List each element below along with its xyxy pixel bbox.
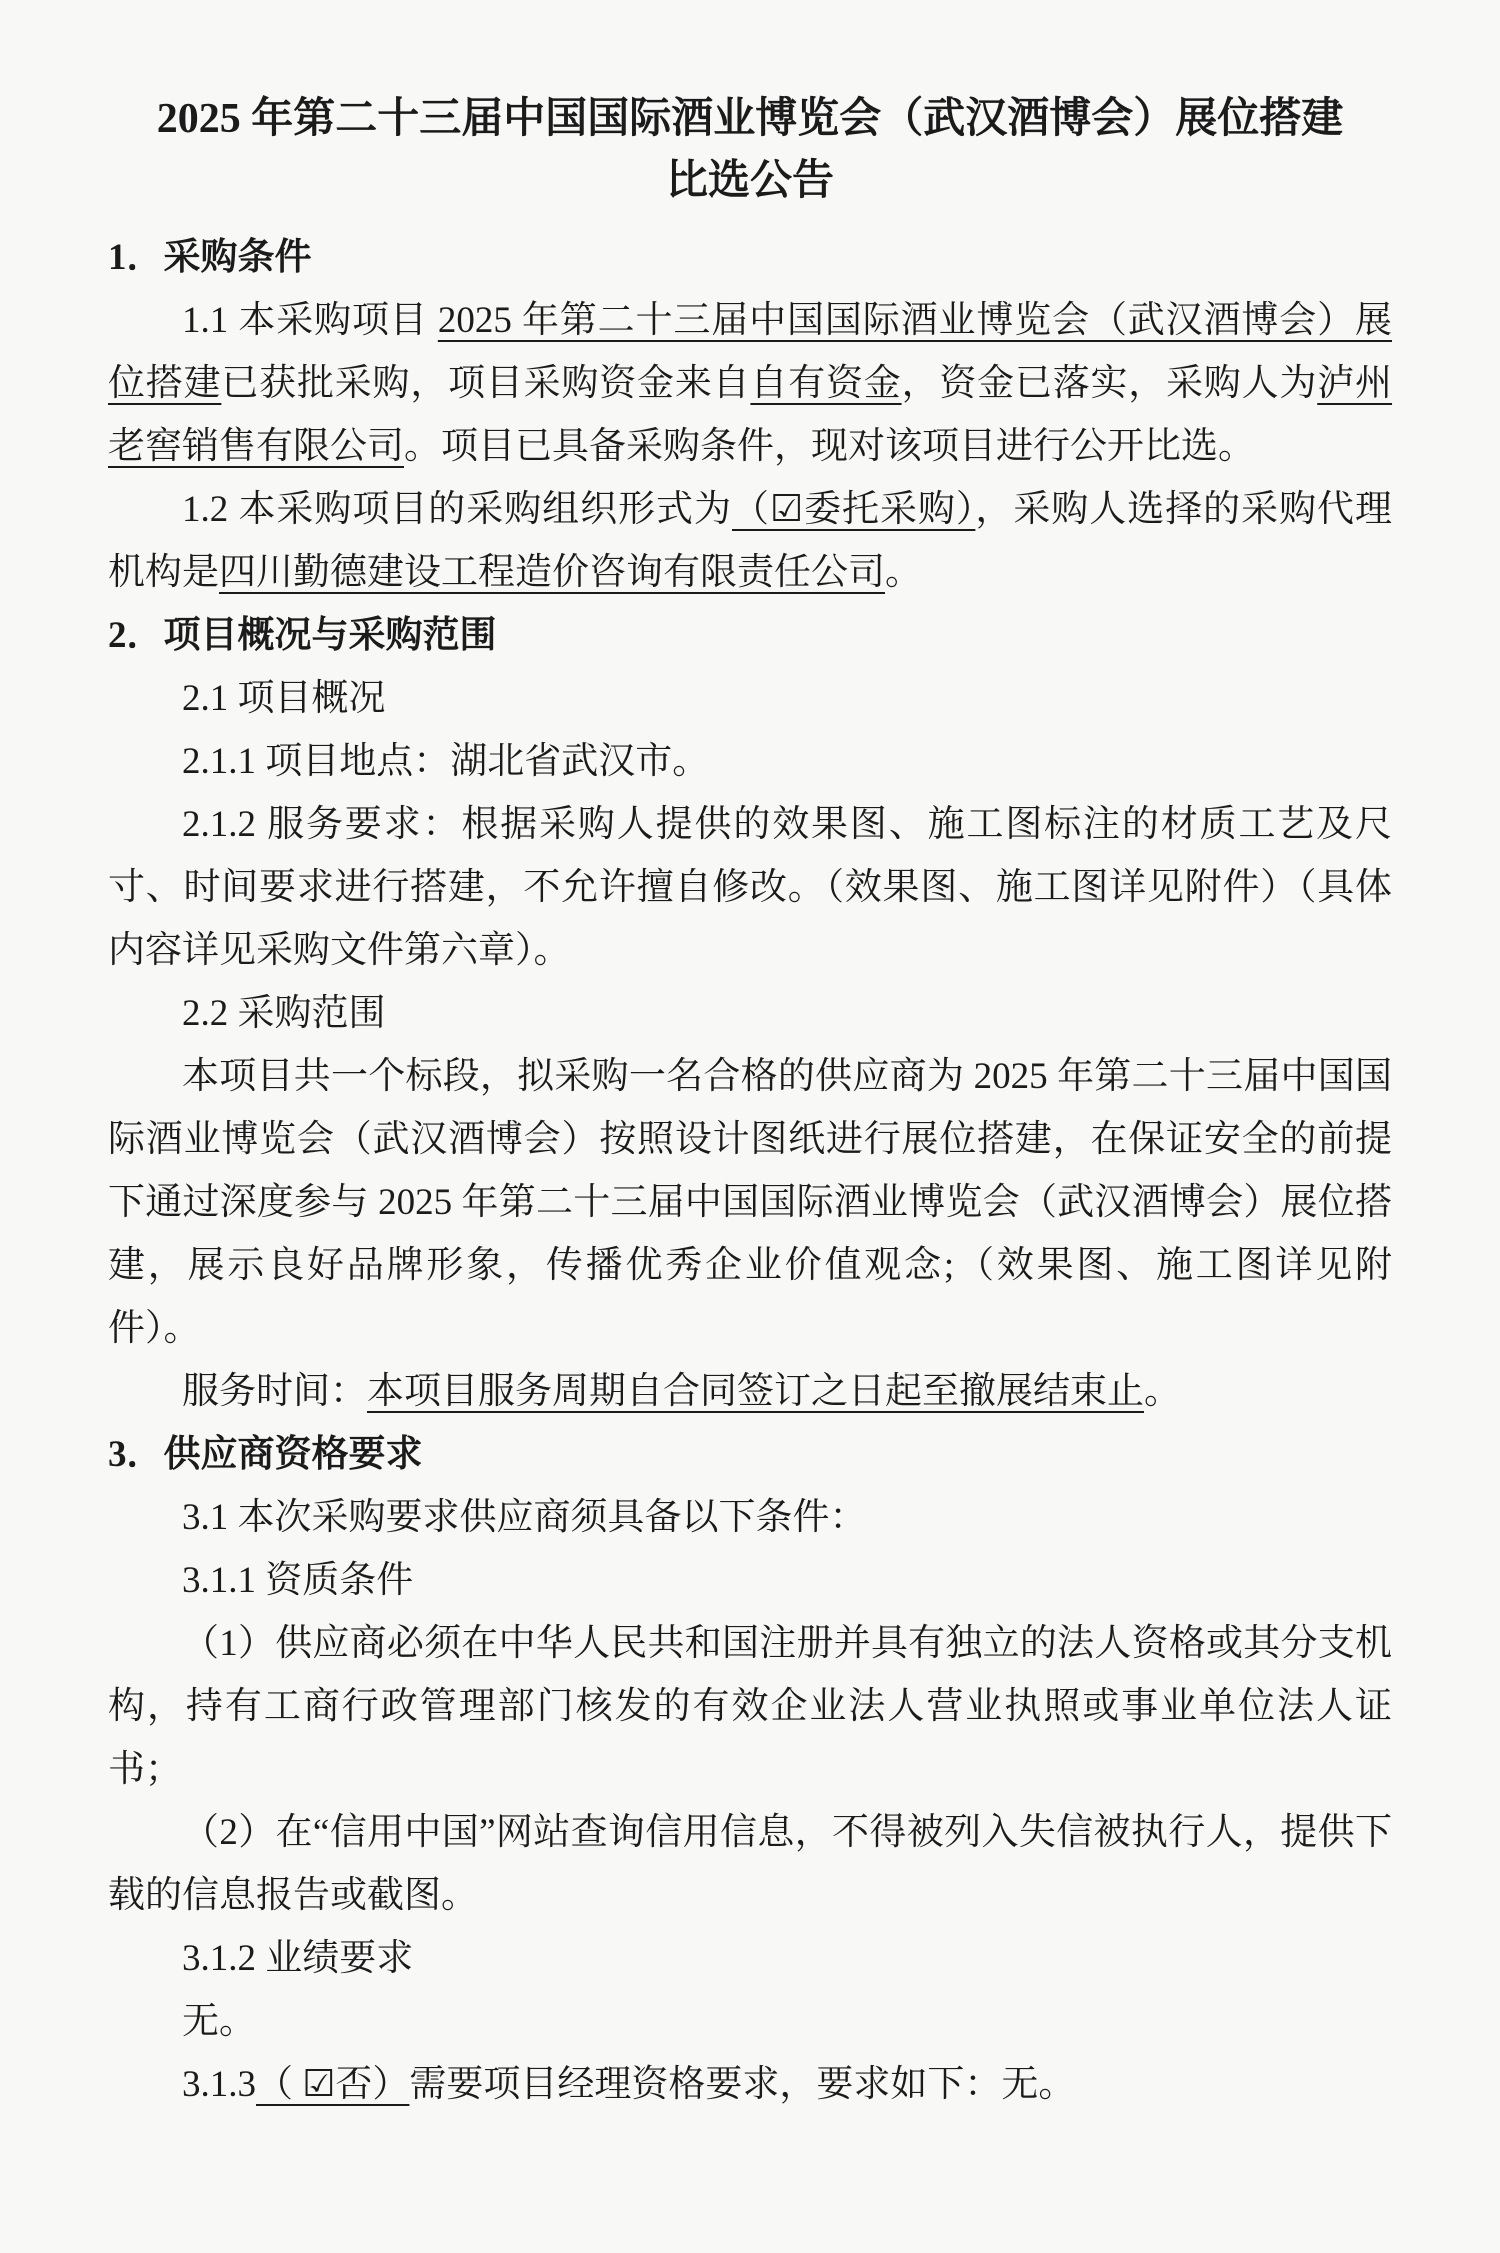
paragraph (108, 1612, 1392, 1801)
paragraph (108, 1045, 1392, 1360)
paragraph (108, 1549, 1392, 1612)
section-heading (108, 226, 1392, 289)
text-run: 服务时间： (182, 1371, 367, 1412)
paragraph (108, 2053, 1392, 2116)
text-run: 1.2 本采购项目的采购组织形式为 (182, 489, 732, 530)
text-run: 3.1.2 业绩要求 (182, 1938, 414, 1979)
text-run: 2.1.2 服务要求：根据采购人提供的效果图、施工图标注的材质工艺及尺寸、时间要求进行搭建，不允许擅自修改。（效果图、施工图详见附件）（具体内容详见采购文件第六章）。 (108, 804, 1392, 971)
text-run: 需要项目经理资格要求，要求如下：无。 (409, 2064, 1076, 2105)
checkbox-checked-run: （☑委托采购） (731, 489, 976, 530)
text-run: ，采购人选择的采购代理机构是 (108, 489, 1393, 593)
checkbox-checked-run: （ ☑否） (256, 2064, 410, 2105)
paragraph (108, 667, 1392, 730)
title-line-2: 比选公告 (665, 158, 834, 204)
text-run: 。 (1144, 1371, 1181, 1412)
text-run: 2．项目概况与采购范围 (108, 615, 497, 656)
text-run: 1.1 本采购项目 (182, 300, 438, 341)
paragraph (108, 1990, 1392, 2053)
title-line-1: 2025 年第二十三届中国国际酒业博览会（武汉酒博会）展位搭建 (156, 96, 1344, 142)
text-run: （2）在“信用中国”网站查询信用信息，不得被列入失信被执行人，提供下载的信息报告或截图。 (108, 1812, 1392, 1916)
text-run: 2.1 项目概况 (182, 678, 386, 719)
text-run: 3.1.3 (182, 2064, 256, 2105)
text-run: 3.1.1 资质条件 (182, 1560, 414, 1601)
text-run: 本项目共一个标段，拟采购一名合格的供应商为 2025 年第二十三届中国国际酒业博览会（武汉酒博会）按照设计图纸进行展位搭建，在保证安全的前提下通过深度参与 2025 年第二十三届中国国际酒业博览会（武汉酒博会）展位搭建，展示良好品牌形象，传播优秀企业价值观念;（效果图、施工图详见附件）。 (108, 1056, 1392, 1349)
text-run: 2.2 采购范围 (182, 993, 386, 1034)
underlined-text-run: 四川勤德建设工程造价咨询有限责任公司 (219, 552, 885, 593)
underlined-text-run: 自有资金 (750, 363, 902, 404)
text-run: 。项目已具备采购条件，现对该项目进行公开比选。 (404, 426, 1255, 467)
document-body (108, 226, 1392, 2116)
paragraph (108, 1927, 1392, 1990)
underlined-text-run: 泸州老窖销售有限公司 (108, 363, 1393, 467)
paragraph (108, 1360, 1392, 1423)
text-run: 1．采购条件 (108, 237, 312, 278)
paragraph (108, 1486, 1392, 1549)
paragraph (108, 730, 1392, 793)
text-run: ，资金已落实，采购人为 (901, 363, 1318, 404)
text-run: 2.1.1 项目地点：湖北省武汉市。 (182, 741, 710, 782)
section-heading (108, 1423, 1392, 1486)
section-heading (108, 604, 1392, 667)
paragraph (108, 793, 1392, 982)
underlined-text-run: 2025 年第二十三届中国国际酒业博览会（武汉酒博会）展位搭建 (108, 300, 1393, 404)
underlined-text-run: 本项目服务周期自合同签订之日起至撤展结束止 (367, 1371, 1144, 1412)
text-run: 3．供应商资格要求 (108, 1434, 423, 1475)
document-title (108, 88, 1392, 212)
text-run: 无。 (182, 2001, 256, 2042)
paragraph (108, 982, 1392, 1045)
paragraph (108, 478, 1392, 604)
text-run: 3.1 本次采购要求供应商须具备以下条件： (182, 1497, 867, 1538)
paragraph (108, 289, 1392, 478)
text-run: 已获批采购，项目采购资金来自 (221, 363, 751, 404)
text-run: 。 (885, 552, 922, 593)
paragraph (108, 1801, 1392, 1927)
text-run: （1）供应商必须在中华人民共和国注册并具有独立的法人资格或其分支机构，持有工商行政管理部门核发的有效企业法人营业执照或事业单位法人证书； (108, 1623, 1392, 1790)
